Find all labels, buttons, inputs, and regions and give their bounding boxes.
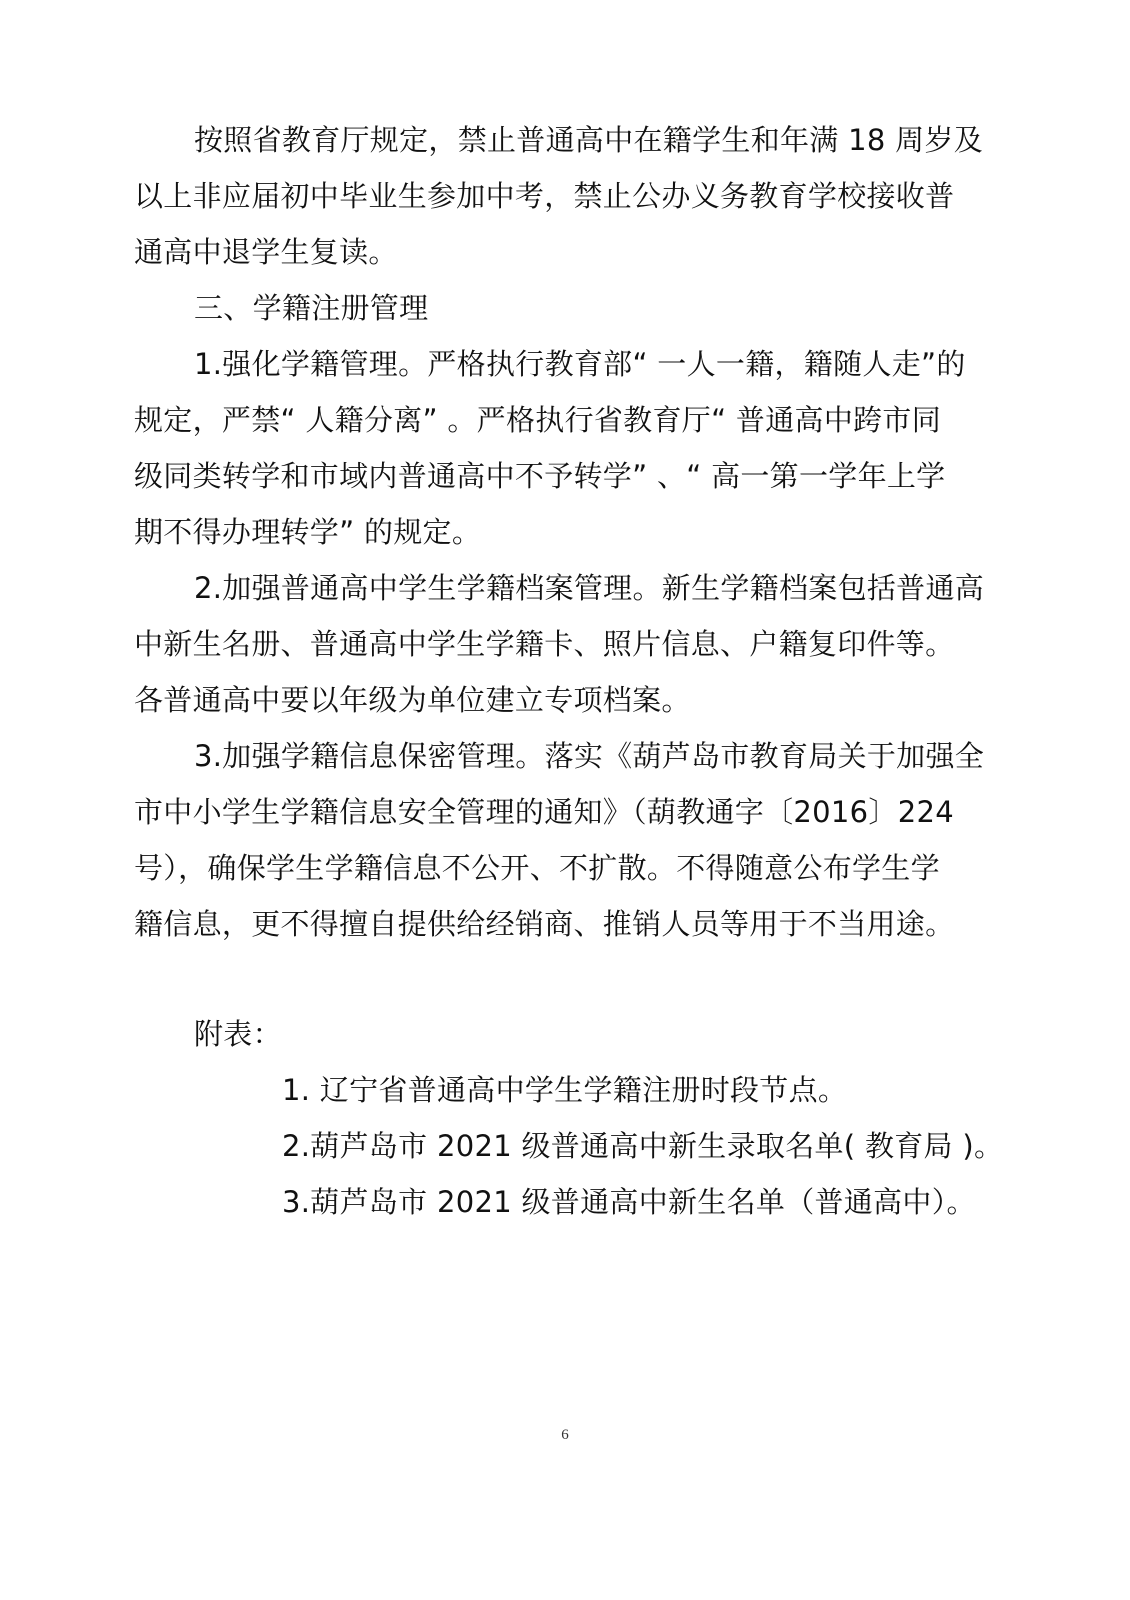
paragraph-1-line-1: 按照省教育厅规定，禁止普通高中在籍学生和年满 18 周岁及 [194,123,984,157]
item-1-line-3: 级同类转学和市域内普通高中不予转学” 、“ 高一第一学年上学 [134,459,946,493]
attachment-item-1: 1. 辽宁省普通高中学生学籍注册时段节点。 [282,1073,848,1107]
attachments-label: 附表： [194,1017,282,1051]
item-3-line-3: 号），确保学生学籍信息不公开、不扩散。不得随意公布学生学 [134,851,940,885]
attachment-item-2: 2.葫芦岛市 2021 级普通高中新生录取名单( 教育局 )。 [282,1129,1004,1163]
item-3-line-2: 市中小学生学籍信息安全管理的通知》（葫教通字〔2016〕224 [134,795,954,829]
item-2-line-3: 各普通高中要以年级为单位建立专项档案。 [134,683,691,717]
item-2-line-1: 2.加强普通高中学生学籍档案管理。新生学籍档案包括普通高 [194,571,985,605]
section-heading: 三、学籍注册管理 [194,291,429,325]
paragraph-1-line-2: 以上非应届初中毕业生参加中考，禁止公办义务教育学校接收普 [134,179,955,213]
item-3-line-1: 3.加强学籍信息保密管理。落实《葫芦岛市教育局关于加强全 [194,739,985,773]
item-2-line-2: 中新生名册、普通高中学生学籍卡、照片信息、户籍复印件等。 [134,627,955,661]
page-number: 6 [561,1427,569,1443]
paragraph-1-line-3: 通高中退学生复读。 [134,235,398,269]
item-1-line-1: 1.强化学籍管理。严格执行教育部“ 一人一籍，籍随人走”的 [194,347,966,381]
item-3-line-4: 籍信息，更不得擅自提供给经销商、推销人员等用于不当用途。 [134,907,955,941]
attachment-item-3: 3.葫芦岛市 2021 级普通高中新生名单（普通高中）。 [282,1185,976,1219]
item-1-line-2: 规定，严禁“ 人籍分离” 。严格执行省教育厅“ 普通高中跨市同 [134,403,942,437]
item-1-line-4: 期不得办理转学” 的规定。 [134,515,482,549]
